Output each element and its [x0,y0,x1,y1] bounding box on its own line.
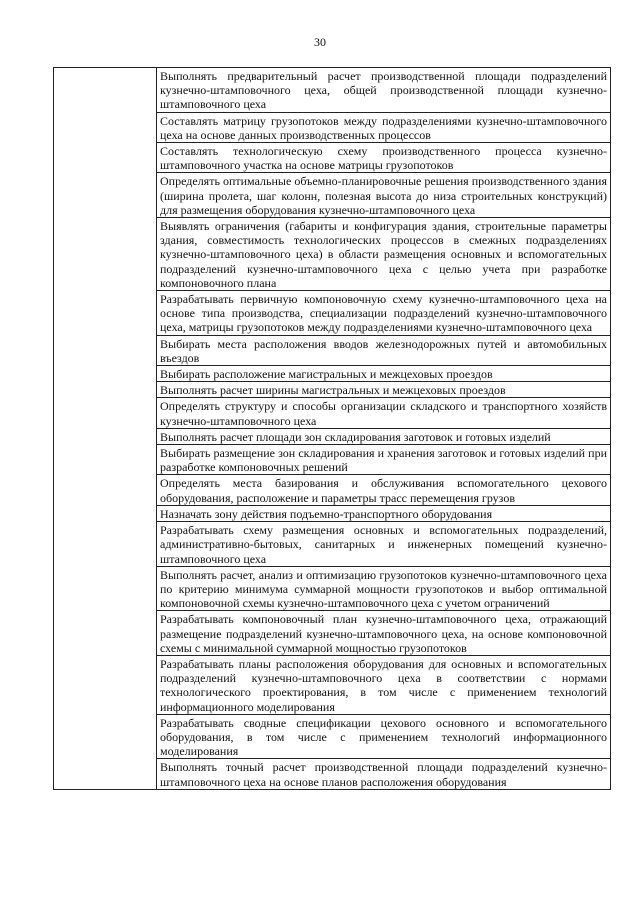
table-right-column [157,68,611,790]
skills-table [53,67,611,790]
table-item: Разрабатывать планы расположения оборудования для основных и вспомогательных подразделений кузнечно-штамповочного цеха в соответствии с нормами технологического проектирования, в том числе с применением технологий информационного моделирования [157,656,610,715]
page-number: 30 [314,35,326,49]
table-item: Разрабатывать компоновочный план кузнечно-штамповочного цеха, отражающий размещение подразделений кузнечно-штамповочного цеха, на основе компоновочной схемы с минимальной суммарной мощностью грузопотоков [157,611,610,656]
table-item: Выбирать расположение магистральных и межцеховых проездов [157,366,610,382]
table-item: Выбирать места расположения вводов железнодорожных путей и автомобильных въездов [157,336,610,366]
table-item: Разрабатывать схему размещения основных и вспомогательных подразделений, административно-бытовых, санитарных и инженерных помещений кузнечно-штамповочного цеха [157,522,610,567]
table-item: Определять оптимальные объемно-планировочные решения производственного здания (ширина пролета, шаг колонн, полезная высота до низа строительных конструкций) для размещения оборудования кузнечно-штамповочного цеха [157,173,610,218]
table-item: Выявлять ограничения (габариты и конфигурация здания, строительные параметры здания, совместимость технологических процессов в смежных подразделениях кузнечно-штамповочного цеха) в области размещения основных и вспомогательных подразделений кузнечно-штамповочного цеха с целью учета при разработке компоновочного плана [157,218,610,291]
table-item: Выполнять расчет ширины магистральных и межцеховых проездов [157,382,610,398]
table-item: Разрабатывать сводные спецификации цехового основного и вспомогательного оборудования, в том числе с применением технологий информационного моделирования [157,715,610,760]
table-item: Выполнять предварительный расчет производственной площади подразделений кузнечно-штамповочного цеха, общей производственной площади кузнечно-штамповочного цеха [157,68,610,113]
table-item: Составлять матрицу грузопотоков между подразделениями кузнечно-штамповочного цеха на основе данных производственных процессов [157,113,610,143]
table-item: Определять структуру и способы организации складского и транспортного хозяйств кузнечно-штамповочного цеха [157,398,610,428]
table-left-column [54,68,157,790]
table-item: Составлять технологическую схему производственного процесса кузнечно-штамповочного участка на основе матрицы грузопотоков [157,143,610,173]
table-item: Выбирать размещение зон складирования и хранения заготовок и готовых изделий при разработке компоновочных решений [157,445,610,475]
table-item: Выполнять расчет, анализ и оптимизацию грузопотоков кузнечно-штамповочного цеха по критерию минимума суммарной мощности грузопотоков и выбор оптимальной компоновочной схемы кузнечно-штамповочного цеха с учетом ограничений [157,567,610,612]
table-item: Определять места базирования и обслуживания вспомогательного цехового оборудования, расположение и параметры трасс перемещения грузов [157,475,610,505]
table-item: Разрабатывать первичную компоновочную схему кузнечно-штамповочного цеха на основе типа производства, специализации подразделений кузнечно-штамповочного цеха, матрицы грузопотоков между подразделениями кузнечно-штамповочного цеха [157,291,610,336]
table-item: Выполнять точный расчет производственной площади подразделений кузнечно-штамповочного цеха на основе планов расположения оборудования [160,760,607,789]
table-item: Назначать зону действия подъемно-транспортного оборудования [157,506,610,522]
table-row [54,68,611,790]
table-item: Выполнять расчет площади зон складирования заготовок и готовых изделий [157,429,610,445]
